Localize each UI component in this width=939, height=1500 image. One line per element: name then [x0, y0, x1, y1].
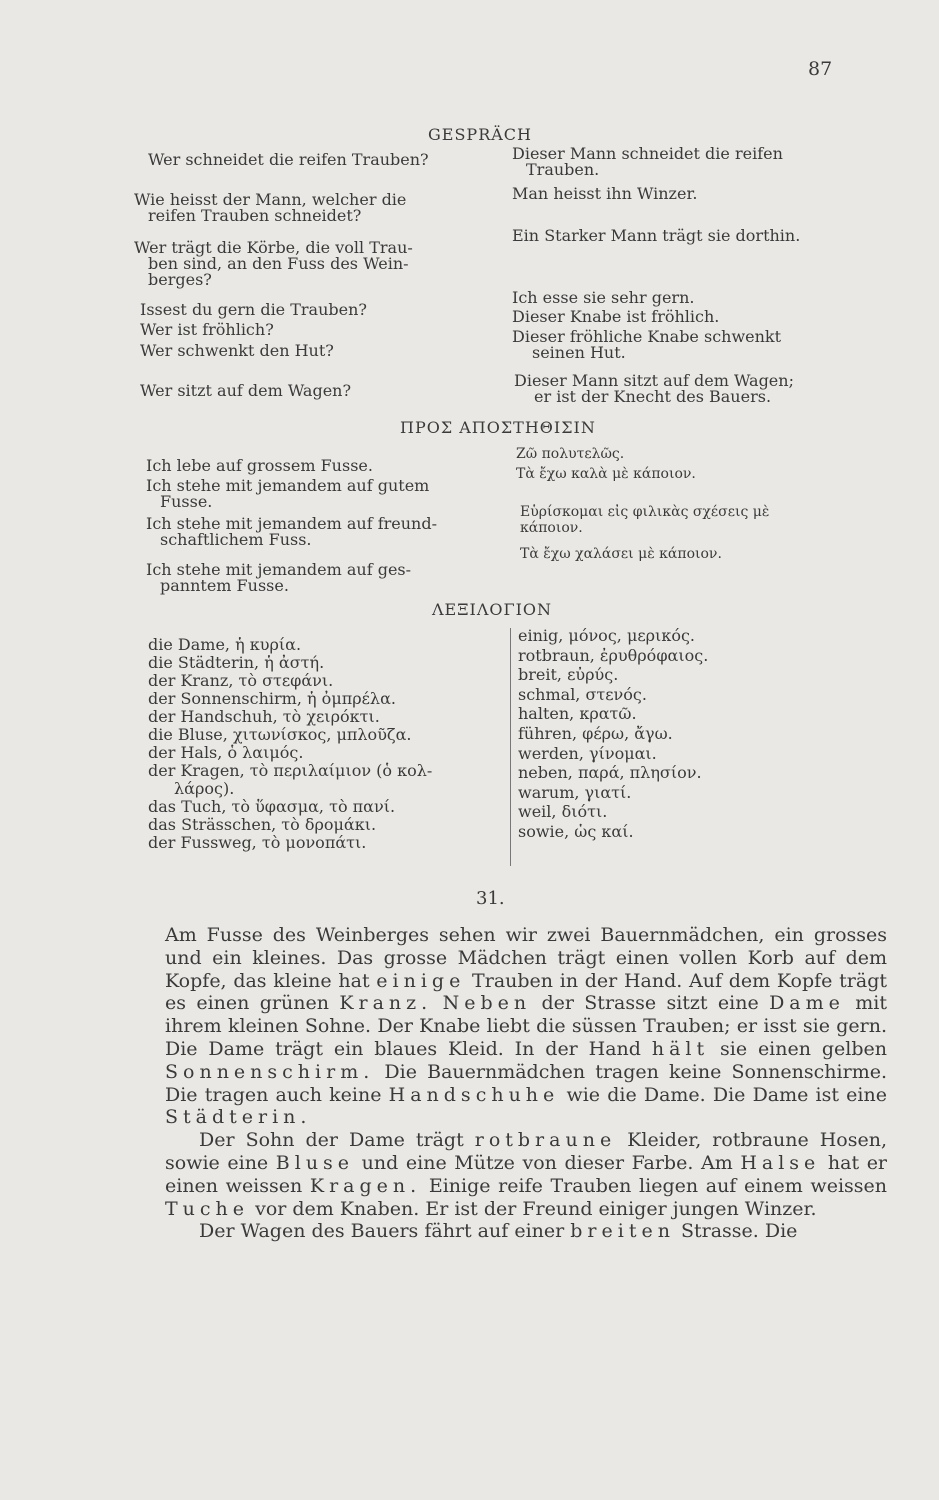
vocab-entry: rotbraun, ἐρυθρόφαιος. — [518, 645, 709, 665]
vocab-entry: einig, μόνος, μερικός. — [518, 626, 695, 645]
lesson-paragraph: Am Fusse des Weinberges sehen wir zwei Bauernmädchen, ein grosses und ein kleines. Das grosse Mädchen trägt einen vollen Korb auf dem Kopfe, das kleine hat einige Trauben in der Hand. Auf dem Kopfe trägt es einen grünen Kranz. Neben der Strasse sitzt eine Dame mit ihrem kleinen Sohne. Der Knabe liebt die süssen Trauben; er isst sie gern. Die Dame trägt ein blaues Kleid. In der Hand hält sie einen gelben Sonnenschirm. Die Bauernmädchen tragen keine Sonnenschirme. Die tragen auch keine Handschuhe wie die Dame. Die Dame ist eine Städterin. — [165, 924, 887, 1129]
vocab-entry: schmal, στενός. — [518, 684, 647, 704]
lesson-text — [165, 924, 887, 1243]
vocab-entry: führen, φέρω, ἄγω. — [518, 723, 673, 743]
vocab-entry: halten, κρατῶ. — [518, 704, 637, 724]
vocab-entry: die Städterin, ἡ ἀστή. — [148, 653, 325, 672]
vocab-entry: der Hals, ὁ λαιμός. — [148, 743, 304, 762]
dialogue-question: Wer sitzt auf dem Wagen? — [140, 381, 352, 400]
vocab-entry: sowie, ὡς καί. — [518, 821, 634, 841]
dialogue-answer: Ich esse sie sehr gern. — [512, 288, 695, 307]
vocab-entry: der Handschuh, τὸ χειρόκτι. — [148, 707, 380, 726]
lesson-paragraph: Der Wagen des Bauers fährt auf einer breiten Strasse. Die — [199, 1220, 798, 1243]
vocab-entry: neben, παρά, πλησίον. — [518, 763, 702, 783]
vocab-entry: λάρος). — [174, 779, 235, 798]
dialogue-answer: Dieser Mann schneidet die reifen Trauben. — [512, 144, 783, 179]
vocab-entry: die Bluse, χιτωνίσκος, μπλοῦζα. — [148, 725, 412, 744]
dialogue-heading: GESPRÄCH — [428, 125, 532, 144]
vocabulary-divider — [510, 628, 511, 866]
vocab-entry: der Sonnenschirm, ἡ ὀμπρέλα. — [148, 689, 396, 708]
dialogue-question: Wie heisst der Mann, welcher die reifen Trauben schneidet? — [134, 190, 407, 225]
page-number: 87 — [808, 58, 833, 80]
lesson-paragraph: Der Sohn der Dame trägt rotbraune Kleider, rotbraune Hosen, sowie eine Bluse und eine Mütze von dieser Farbe. Am Halse hat er einen weissen Kragen. Einige reife Trauben liegen auf einem weissen Tuche vor dem Knaben. Er ist der Freund einiger jungen Winzer. — [165, 1129, 888, 1220]
idiom-greek: Εὑρίσκομαι εἰς φιλικὰς σχέσεις μὲ κάποιον. — [520, 504, 770, 536]
vocab-entry: die Dame, ἡ κυρία. — [148, 635, 302, 654]
vocab-entry: das Tuch, τὸ ὕφασμα, τὸ πανί. — [148, 797, 396, 816]
vocab-entry: warum, γιατί. — [518, 782, 632, 802]
vocabulary-others — [518, 626, 708, 842]
idiom-greek: Ζῶ πολυτελῶς. — [516, 446, 625, 462]
lesson-number: 31. — [476, 888, 505, 909]
vocab-entry: werden, γίνομαι. — [518, 743, 657, 763]
dialogue-question: Wer trägt die Körbe, die voll Trau- ben sind, an den Fuss des Wein- berges? — [134, 238, 413, 289]
dialogue-question: Issest du gern die Trauben? — [140, 300, 367, 319]
idiom-german: Ich stehe mit jemandem auf ges- panntem Fusse. — [146, 560, 412, 595]
vocab-entry: der Kragen, τὸ περιλαίμιον (ὁ κολ- — [148, 761, 433, 780]
dialogue-answer: Man heisst ihn Winzer. — [512, 184, 698, 203]
vocab-entry: weil, διότι. — [518, 802, 608, 822]
idiom-greek: Τὰ ἔχω καλὰ μὲ κάποιον. — [516, 466, 696, 482]
attention-heading: ΠΡΟΣ ΑΠΟΣΤΗΘΙΣΙΝ — [400, 418, 596, 437]
dialogue-answer: Ein Starker Mann trägt sie dorthin. — [512, 226, 801, 245]
vocab-entry: der Fussweg, τὸ μονοπάτι. — [148, 833, 367, 852]
idiom-german: Ich stehe mit jemandem auf gutem Fusse. — [146, 476, 430, 511]
vocab-entry: der Kranz, τὸ στεφάνι. — [148, 671, 334, 690]
vocabulary-nouns — [148, 636, 432, 852]
vocabulary-heading: ΛΕΞΙΛΟΓΙΟΝ — [432, 600, 553, 619]
dialogue-question: Wer schwenkt den Hut? — [140, 341, 334, 360]
idiom-german: Ich lebe auf grossem Fusse. — [146, 456, 373, 475]
idiom-greek: Τὰ ἔχω χαλάσει μὲ κάποιον. — [520, 546, 722, 562]
dialogue-answer: Dieser fröhliche Knabe schwenkt seinen Hut. — [512, 327, 782, 362]
dialogue-answer: Dieser Mann sitzt auf dem Wagen; er ist der Knecht des Bauers. — [514, 371, 794, 406]
dialogue-answer: Dieser Knabe ist fröhlich. — [512, 307, 720, 326]
vocab-entry: das Strässchen, τὸ δρομάκι. — [148, 815, 377, 834]
dialogue-question: Wer ist fröhlich? — [140, 320, 274, 339]
idiom-german: Ich stehe mit jemandem auf freund- schaftlichem Fuss. — [146, 514, 438, 549]
vocab-entry: breit, εὐρύς. — [518, 665, 619, 685]
dialogue-question: Wer schneidet die reifen Trauben? — [148, 150, 429, 169]
